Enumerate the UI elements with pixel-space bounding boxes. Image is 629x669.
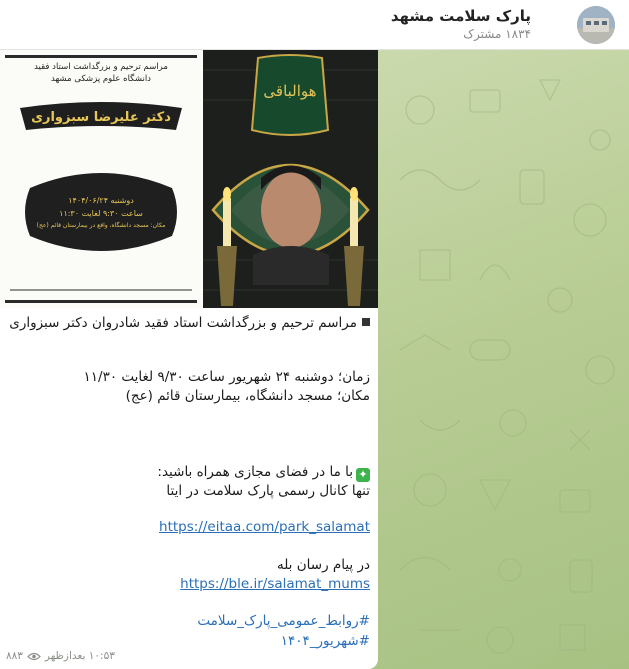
poster-info-line3: مکان: مسجد دانشگاه، واقع در بیمارستان قائم (عج) — [36, 222, 166, 229]
message-meta — [6, 650, 115, 662]
eye-icon — [27, 652, 41, 661]
message-line-2: زمان؛ دوشنبه ۲۴ شهریور ساعت ۹/۳۰ لغایت ۱۱/۳۰ — [83, 369, 370, 385]
hashtag-date[interactable]: #شهریور_۱۴۰۴ — [280, 633, 370, 649]
channel-avatar[interactable] — [577, 6, 615, 44]
sparkle-emoji-icon: ✦ — [356, 468, 370, 482]
portrait-image[interactable] — [203, 50, 378, 308]
message-media[interactable] — [0, 50, 378, 308]
message-line-1-text: مراسم ترحیم و بزرگداشت استاد فقید شادروان دکتر سبزواری — [9, 315, 357, 331]
view-count: ۸۸۳ — [6, 650, 23, 662]
portrait-calligraphy: هوالباقی — [263, 82, 317, 100]
message-line-4 — [8, 463, 370, 482]
bullet-square-icon — [362, 318, 370, 326]
chat-header — [0, 0, 629, 50]
channel-title[interactable]: پارک سلامت مشهد — [390, 7, 531, 25]
message-line-5: تنها کانال رسمی پارک سلامت در ایتا — [166, 483, 370, 499]
poster-intro-line2: دانشگاه علوم پزشکی مشهد — [51, 74, 151, 84]
poster-intro-line1: مراسم ترحیم و بزرگداشت استاد فقید — [34, 62, 168, 72]
poster-name: دکتر علیرضا سبزواری — [31, 110, 171, 125]
hashtag-public-relations[interactable]: #روابط_عمومی_پارک_سلامت — [197, 613, 370, 629]
announcement-poster[interactable] — [0, 50, 202, 308]
poster-info-line1: دوشنبه ۱۴۰۴/۰۶/۲۴ — [68, 196, 134, 205]
subscriber-count: ۱۸۳۴ مشترک — [463, 27, 531, 41]
message-line-4-text: با ما در فضای مجازی همراه باشید: — [157, 464, 353, 480]
message-line-1 — [8, 314, 370, 332]
bale-link[interactable]: https://ble.ir/salamat_mums — [180, 576, 370, 592]
poster-info-line2: ساعت ۹:۳۰ لغایت ۱۱:۳۰ — [59, 209, 143, 218]
message-line-6: در پیام رسان بله — [276, 557, 370, 573]
message-time: ۱۰:۵۳ بعدازظهر — [44, 650, 115, 662]
message-bubble — [0, 50, 378, 669]
eitaa-link[interactable]: https://eitaa.com/park_salamat — [159, 519, 370, 535]
message-line-3: مکان؛ مسجد دانشگاه، بیمارستان قائم (عج) — [125, 388, 370, 404]
